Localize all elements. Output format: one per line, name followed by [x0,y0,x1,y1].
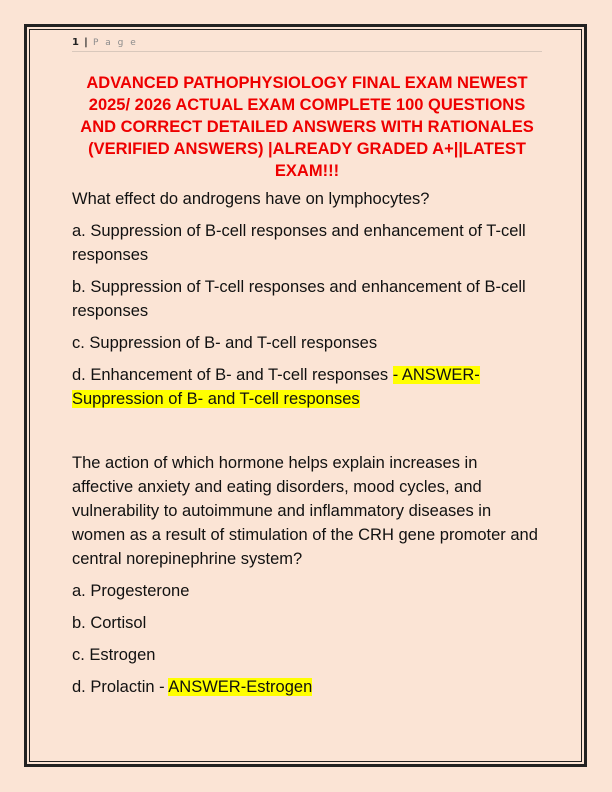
question-2-option-d [72,675,542,699]
question-2-text: The action of which hormone helps explain increases in affective anxiety and eating disorders, mood cycles, and vulnerability to autoimmune and inflammatory diseases in women as a result of stimulation of the CRH gene promoter and central norepinephrine system? [72,454,538,568]
page-label: P a g e [93,38,138,48]
question-1-option-a: a. Suppression of B-cell responses and enhancement of T-cell responses [72,222,526,264]
page-separator: | [84,37,88,48]
document-title: ADVANCED PATHOPHYSIOLOGY FINAL EXAM NEWEST 2025/ 2026 ACTUAL EXAM COMPLETE 100 QUESTIONS AND CORRECT DETAILED ANSWERS WITH RATIONALES (VERIFIED ANSWERS) |ALREADY GRADED A+||LATEST EXAM!!! [80,74,534,180]
question-1-answer: - ANSWER-Suppression of B- and T-cell responses [72,366,480,408]
document-content [72,72,542,707]
question-2-option-a: a. Progesterone [72,582,190,600]
question-2-option-b: b. Cortisol [72,614,147,632]
question-2-option-c: c. Estrogen [72,646,156,664]
question-1-option-d-text: d. Enhancement of B- and T-cell responses [72,366,393,384]
question-2-option-d-text: d. Prolactin - [72,678,169,696]
question-1-option-b: b. Suppression of T-cell responses and enhancement of B-cell responses [72,278,526,320]
question-2-answer: ANSWER-Estrogen [168,678,313,696]
question-spacer [72,419,542,451]
question-1-option-c: c. Suppression of B- and T-cell responses [72,334,378,352]
question-1-text: What effect do androgens have on lymphocytes? [72,190,430,208]
question-1-option-d [72,363,542,411]
page-header [72,37,542,52]
page-number: 1 [72,37,79,48]
